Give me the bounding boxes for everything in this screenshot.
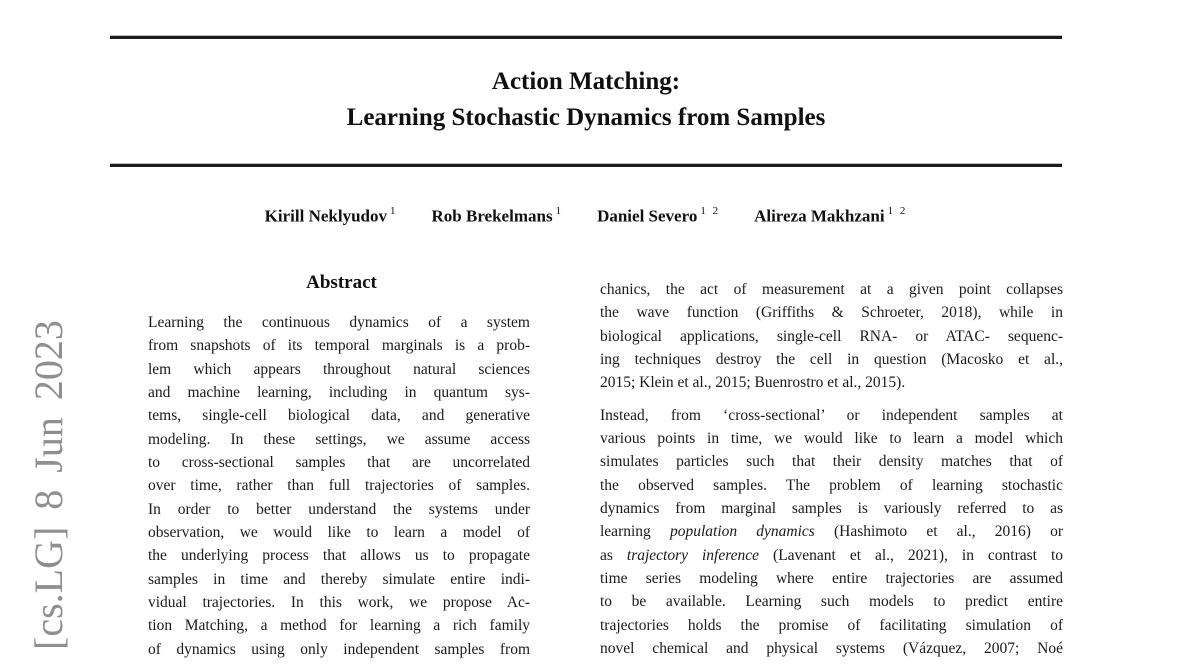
text-line: trajectories holds the promise of facilitating simulation of — [600, 616, 1063, 634]
text-line: the wave function (Griffiths & Schroeter, 2018), while in — [600, 304, 1063, 322]
author-4-name: Alireza Makhzani — [754, 206, 885, 226]
text-line: simulates particles such that their density matches that of — [600, 453, 1063, 471]
text-line: tion Matching, a method for learning a rich family — [148, 617, 530, 635]
text-line: novel chemical and physical systems (Vázquez, 2007; Noé — [600, 639, 1063, 657]
text-line: 2015; Klein et al., 2015; Buenrostro et al., 2015). — [600, 374, 906, 392]
author-list — [110, 206, 1062, 227]
text-line: of dynamics using only independent samples from — [148, 640, 530, 658]
text-line: vidual trajectories. In this work, we propose Ac- — [148, 593, 530, 611]
author-3 — [597, 206, 720, 227]
author-4-affiliation-mark: 1 2 — [887, 205, 908, 217]
text-line: to be available. Learning such models to predict entire — [600, 593, 1063, 611]
author-1 — [265, 206, 398, 227]
introduction-column — [600, 278, 1063, 669]
text-line: ing techniques destroy the cell in question (Macosko et al., — [600, 350, 1063, 368]
text-line: biological applications, single-cell RNA- or ATAC- sequenc- — [600, 327, 1063, 345]
text-line: learning population dynamics (Hashimoto et al., 2016) or — [600, 523, 1063, 541]
text-line: Learning the continuous dynamics of a system — [148, 314, 530, 331]
text-line: modeling. In these settings, we assume access — [148, 430, 530, 448]
text-line: as trajectory inference (Lavenant et al., 2021), in contrast to — [600, 546, 1063, 564]
author-3-name: Daniel Severo — [597, 206, 698, 226]
text-line: dynamics from marginal samples is variously referred to as — [600, 499, 1063, 517]
author-2-name: Rob Brekelmans — [431, 206, 553, 226]
author-1-affiliation-mark: 1 — [390, 205, 398, 217]
text-line: the observed samples. The problem of learning stochastic — [600, 476, 1063, 494]
text-line: In order to better understand the systems under — [148, 500, 530, 518]
text-line: tems, single-cell biological data, and generative — [148, 407, 530, 425]
text-line: lem which appears throughout natural sciences — [148, 360, 530, 378]
text-line: time series modeling where entire trajectories are assumed — [600, 569, 1063, 587]
title-rule-top — [110, 36, 1062, 39]
abstract-body — [148, 311, 530, 661]
text-line: various points in time, we would like to learn a model which — [600, 429, 1063, 447]
title-rule-bottom — [110, 164, 1062, 167]
intro-paragraph-2 — [600, 404, 1063, 661]
text-line: and machine learning, including in quantum sys- — [148, 383, 530, 401]
author-4 — [754, 206, 907, 227]
text-line: Instead, from ‘cross-sectional’ or independent samples at — [600, 406, 1063, 424]
text-line: over time, rather than full trajectories of samples. — [148, 477, 530, 495]
text-line: from snapshots of its temporal marginals is a prob- — [148, 337, 530, 355]
text-line: chanics, the act of measurement at a given point collapses — [600, 281, 1063, 298]
author-1-name: Kirill Neklyudov — [264, 206, 387, 226]
text-line: observation, we would like to learn a model of — [148, 523, 530, 541]
text-line: samples in time and thereby simulate entire indi- — [148, 570, 530, 588]
text-line: the underlying process that allows us to propagate — [148, 547, 530, 565]
author-2-affiliation-mark: 1 — [555, 205, 564, 217]
paper-title-line2: Learning Stochastic Dynamics from Samples — [346, 104, 826, 131]
author-3-affiliation-mark: 1 2 — [700, 205, 721, 217]
paper-title-line1: Action Matching: — [491, 68, 681, 95]
abstract-heading: Abstract — [306, 272, 377, 293]
intro-paragraph-1 — [600, 278, 1063, 395]
arxiv-watermark: [cs.LG] 8 Jun 2023 — [26, 320, 71, 650]
author-2 — [432, 206, 564, 227]
paper-title — [110, 64, 1062, 136]
text-line: to cross-sectional samples that are uncorrelated — [148, 453, 530, 471]
